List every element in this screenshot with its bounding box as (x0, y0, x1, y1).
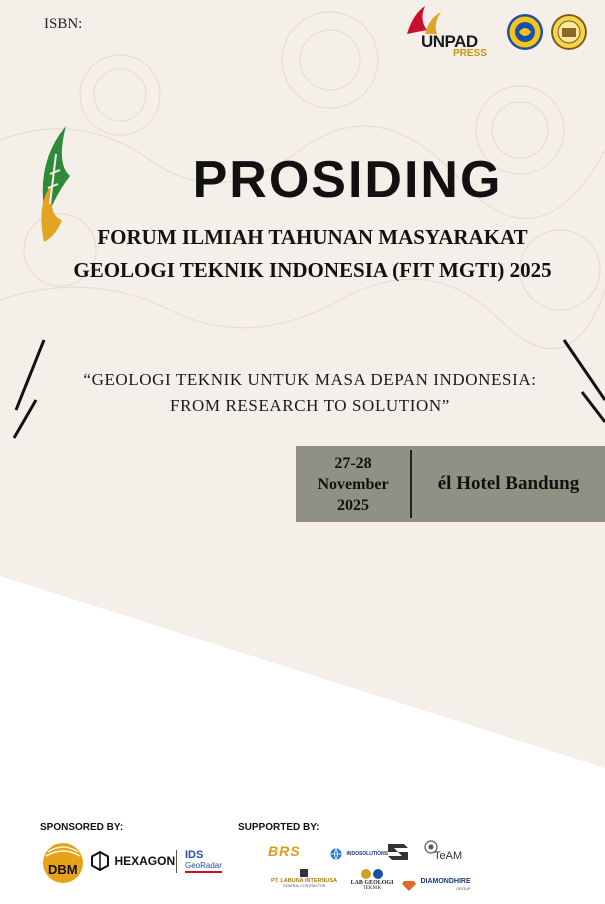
unpad-press-logo: UNPAD PRESS (401, 4, 499, 60)
indosolutions-logo: INDOSOLUTIONS (330, 845, 388, 863)
mgti-seal-icon (507, 14, 543, 50)
cover-page: ISBN: UNPAD PRESS PROSIDING FORUM ILMIAH TAHUNAN MASYARAKAT GEOLOGI TEKNIK INDONESIA (FIT MGTI) 2025 “GEOLOGI TEKNIK UNTUK MASA DEPAN INDONESIA: FROM RESEARCH TO SOLUTION” 27-28 November 2025 él Hotel Bandung SPONSORED BY: SUPPORTED BY: DBM HEXAGON IDS GeoRadar BRS INDOSOLUTIONS TeAM PT. LABUNA INTERNUSA GENERAL CONTRACTOR LAB GEOLOGI TEKNIK DIAMONDHIRE GROUP (0, 0, 605, 904)
header-logos (401, 4, 587, 60)
ids-georadar-logo: IDS GeoRadar (176, 850, 222, 873)
page-title: PROSIDING (192, 151, 503, 209)
hexagon-icon (90, 851, 110, 871)
hexagon-logo: HEXAGON (90, 851, 175, 871)
dbm-logo: DBM (42, 842, 84, 884)
event-venue: él Hotel Bandung (437, 473, 580, 494)
diamondhire-logo: DIAMONDHIRE GROUP (402, 876, 471, 894)
labuna-icon (299, 868, 309, 878)
event-date: 27-28 November 2025 (317, 454, 389, 514)
diamond-icon (402, 879, 416, 891)
event-info-box (296, 446, 605, 522)
supported-by-label: SUPPORTED BY: (238, 822, 320, 833)
labuna-internusa-logo: PT. LABUNA INTERNUSA GENERAL CONTRACTOR (268, 868, 340, 888)
forum-theme: “GEOLOGI TEKNIK UNTUK MASA DEPAN INDONESIA: FROM RESEARCH TO SOLUTION” (83, 370, 537, 415)
forum-subtitle: FORUM ILMIAH TAHUNAN MASYARAKAT GEOLOGI TEKNIK INDONESIA (FIT MGTI) 2025 (73, 225, 552, 282)
isbn-label: ISBN: (44, 16, 83, 32)
lab-geologi-teknik-logo: LAB GEOLOGI TEKNIK (346, 868, 398, 891)
globe-icon (330, 848, 342, 860)
sponsored-by-label: SPONSORED BY: (40, 822, 124, 833)
brs-logo: BRS (268, 843, 301, 859)
institution-seal-icon (551, 14, 587, 50)
lab-seal-icon (359, 868, 385, 880)
supporter-s-logo-icon (384, 840, 412, 864)
